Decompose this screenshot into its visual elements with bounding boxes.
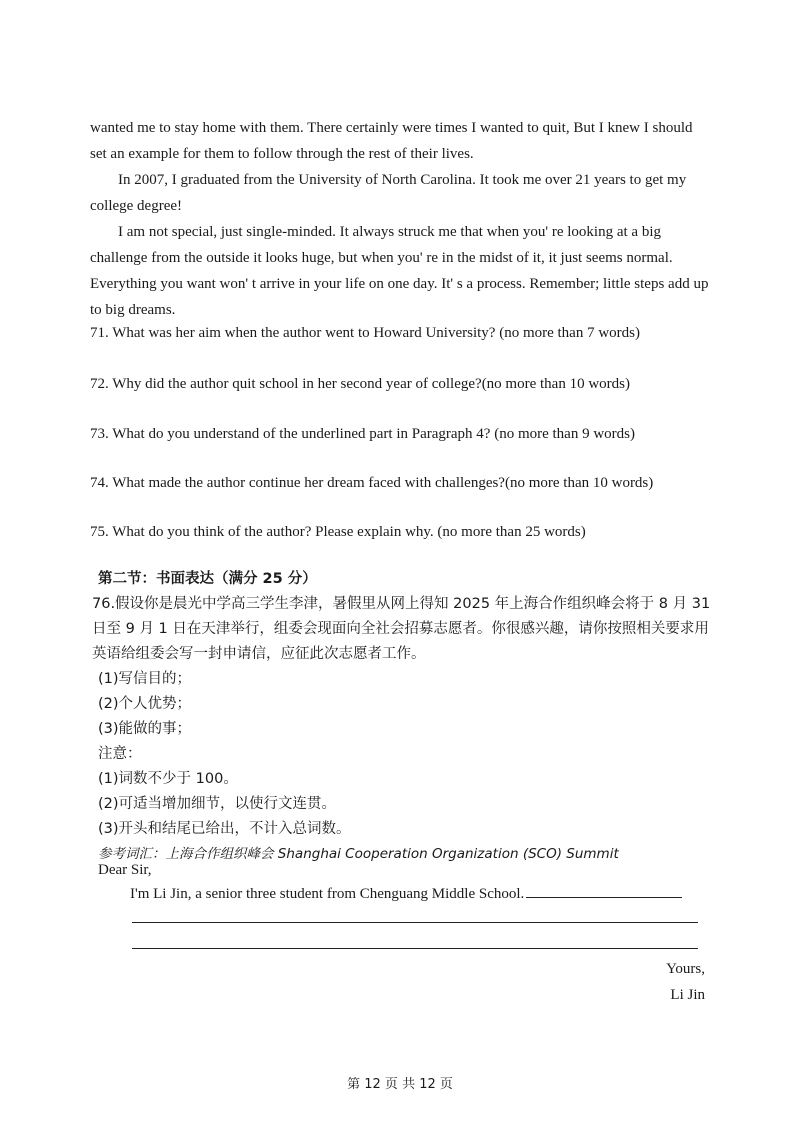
- writing-prompt: 76.假设你是晨光中学高三学生李津，暑假里从网上得知 2025 年上海合作组织峰会将于 8 月 31 日至 9 月 1 日在天津举行，组委会现面向全社会招募志愿者。你很感兴趣，请你按照相关要求用英语给组委会写一封申请信，应征此次志愿者工作。: [92, 596, 711, 662]
- letter-opening: [130, 881, 730, 907]
- note-title: 注意：: [98, 746, 142, 762]
- page-footer: 第 12 页 共 12 页: [347, 1077, 453, 1092]
- passage-paragraph-1: wanted me to stay home with them. There certainly were times I wanted to quit, But I knew I should set an example for them to follow through the rest of their lives.: [90, 120, 693, 162]
- question-71: 71. What was her aim when the author went to Howard University? (no more than 7 words): [90, 325, 640, 341]
- writing-item-2: (2)个人优势；: [98, 696, 192, 712]
- note-2: (2)可适当增加细节，以使行文连贯。: [98, 796, 337, 812]
- writing-section-title: 第二节：书面表达（满分 25 分）: [98, 571, 317, 587]
- writing-item-1: (1)写信目的；: [98, 671, 192, 687]
- answer-line-1[interactable]: [132, 922, 698, 923]
- reference-vocabulary: 参考词汇：上海合作组织峰会 Shanghai Cooperation Organization (SCO) Summit: [98, 846, 619, 862]
- question-74: 74. What made the author continue her dream faced with challenges?(no more than 10 words): [90, 475, 654, 491]
- passage-paragraph-3: I am not special, just single-minded. It always struck me that when you' re looking at a big challenge from the outside it looks huge, but when you' re in the midst of it, it just seems normal. Everything you want won' t arrive in your life on one day. It' s a process. Remember; little steps add up to big dreams.: [90, 224, 709, 318]
- letter-signature: Li Jin: [670, 987, 705, 1003]
- letter-greeting: Dear Sir,: [98, 862, 152, 878]
- question-73: 73. What do you understand of the underlined part in Paragraph 4? (no more than 9 words): [90, 426, 635, 442]
- note-3: (3)开头和结尾已给出，不计入总词数。: [98, 821, 351, 837]
- note-1: (1)词数不少于 100。: [98, 771, 238, 787]
- answer-blank-inline[interactable]: [526, 883, 682, 898]
- answer-line-2[interactable]: [132, 948, 698, 949]
- letter-closing: Yours,: [666, 961, 705, 977]
- question-75: 75. What do you think of the author? Please explain why. (no more than 25 words): [90, 524, 586, 540]
- passage-paragraph-2: In 2007, I graduated from the University of North Carolina. It took me over 21 years to get my college degree!: [90, 172, 687, 214]
- letter-opening-text: I'm Li Jin, a senior three student from Chenguang Middle School.: [130, 886, 525, 902]
- writing-item-3: (3)能做的事；: [98, 721, 192, 737]
- question-72: 72. Why did the author quit school in her second year of college?(no more than 10 words): [90, 376, 630, 392]
